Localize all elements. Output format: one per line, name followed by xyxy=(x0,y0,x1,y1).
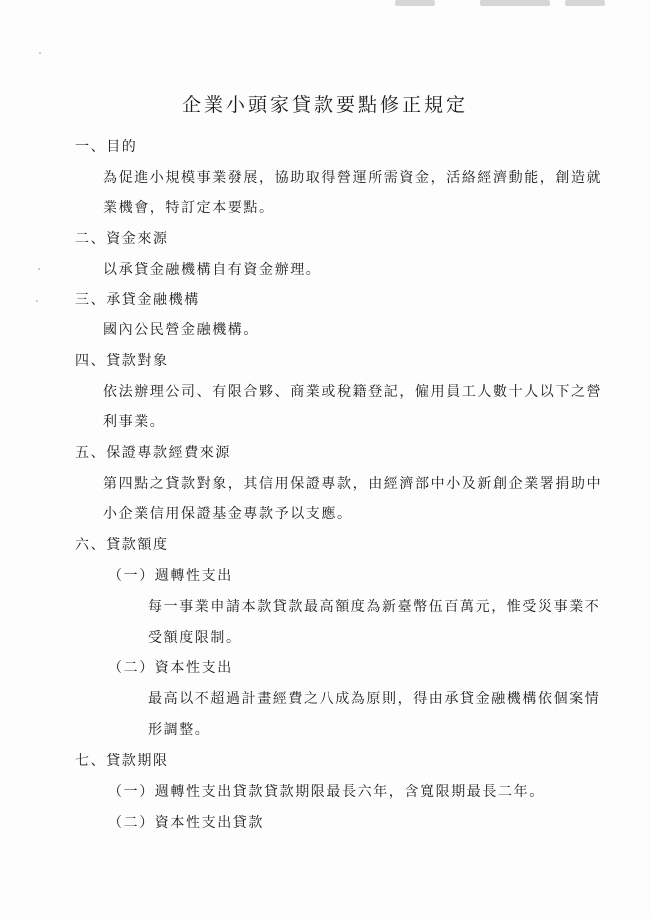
paragraph-line: 利事業。 xyxy=(103,414,166,430)
subsection-capital-expenditure-term: （二）資本性支出貸款 xyxy=(108,815,264,831)
paragraph-line: 以承貸金融機構自有資金辦理。 xyxy=(103,262,322,278)
scan-speck xyxy=(39,52,41,54)
section-heading-lending-institutions: 三、承貸金融機構 xyxy=(75,292,200,308)
subsection-heading-working-capital: （一）週轉性支出 xyxy=(108,568,233,584)
scan-artifact xyxy=(395,0,435,6)
scan-artifact xyxy=(480,0,550,6)
section-heading-purpose: 一、目的 xyxy=(75,139,138,155)
document-title: 企業小頭家貸款要點修正規定 xyxy=(181,94,468,116)
section-heading-loan-amount: 六、貸款額度 xyxy=(75,537,169,553)
paragraph-line: 受額度限制。 xyxy=(148,630,242,646)
paragraph-line: 依法辦理公司、有限合夥、商業或稅籍登記，僱用員工人數十人以下之營 xyxy=(103,384,603,400)
paragraph-line: 國內公民營金融機構。 xyxy=(103,322,259,338)
section-heading-guarantee-funding: 五、保證專款經費來源 xyxy=(75,445,231,461)
paragraph-line: 形調整。 xyxy=(148,722,211,738)
paragraph-line: 最高以不超過計畫經費之八成為原則，得由承貸金融機構依個案情 xyxy=(148,691,601,707)
paragraph-line: 每一事業申請本款貸款最高額度為新臺幣伍百萬元，惟受災事業不 xyxy=(148,599,601,615)
scan-speck xyxy=(36,300,38,302)
paragraph-line: 小企業信用保證基金專款予以支應。 xyxy=(103,506,353,522)
section-heading-fund-source: 二、資金來源 xyxy=(75,231,169,247)
scan-speck xyxy=(38,268,40,270)
section-heading-loan-term: 七、貸款期限 xyxy=(75,753,169,769)
paragraph-line: 為促進小規模事業發展，協助取得營運所需資金，活絡經濟動能，創造就 xyxy=(103,170,603,186)
subsection-heading-capital-expenditure: （二）資本性支出 xyxy=(108,660,233,676)
subsection-working-capital-term: （一）週轉性支出貸款貸款期限最長六年，含寬限期最長二年。 xyxy=(108,784,545,800)
scan-artifact xyxy=(565,0,605,6)
section-heading-loan-targets: 四、貸款對象 xyxy=(75,353,169,369)
paragraph-line: 第四點之貸款對象，其信用保證專款，由經濟部中小及新創企業署捐助中 xyxy=(103,476,603,492)
paragraph-line: 業機會，特訂定本要點。 xyxy=(103,200,275,216)
